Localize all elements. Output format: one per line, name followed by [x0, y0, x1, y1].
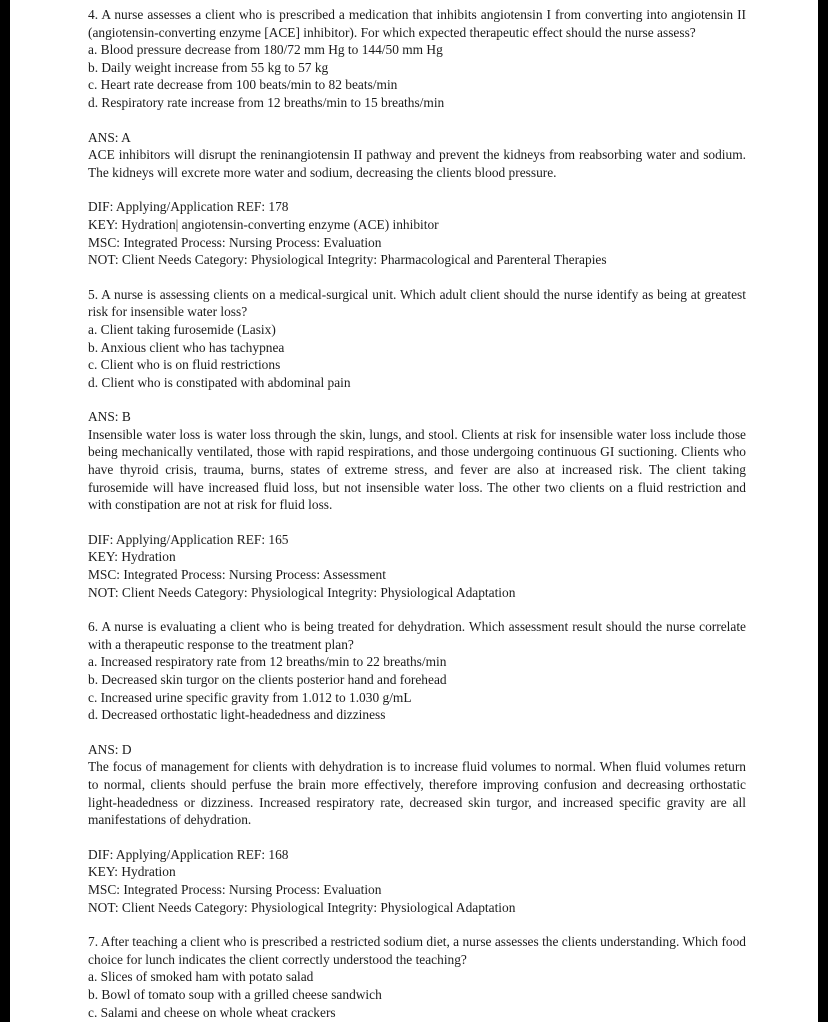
meta-key: KEY: Hydration [88, 864, 176, 880]
document-content [10, 0, 818, 1021]
answer-rationale: The focus of management for clients with dehydration is to increase fluid volumes to normal. When fluid volumes return to normal, clients should perfuse the brain more effectively, therefore improving confusion and decreasing orthostatic light-headedness or dizziness. Increased respiratory rate, decreased skin turgor, and increased specific gravity are all manifestations of dehydration. [88, 759, 746, 828]
option-a: a. Slices of smoked ham with potato salad [88, 969, 314, 985]
answer-label: ANS: B [88, 409, 131, 425]
meta-msc: MSC: Integrated Process: Nursing Process: Evaluation [88, 234, 382, 250]
question-text: 5. A nurse is assessing clients on a medical-surgical unit. Which adult client should the nurse identify as being at greatest risk for insensible water loss? [88, 286, 746, 320]
question-block-5 [88, 286, 746, 392]
answer-block-5 [88, 408, 746, 514]
meta-msc: MSC: Integrated Process: Nursing Process: Evaluation [88, 881, 382, 897]
option-d: d. Respiratory rate increase from 12 breaths/min to 15 breaths/min [88, 94, 445, 110]
meta-block-5 [88, 531, 746, 601]
answer-block-6 [88, 741, 746, 829]
option-c: c. Salami and cheese on whole wheat crackers [88, 1004, 336, 1020]
question-block-6 [88, 618, 746, 724]
meta-not: NOT: Client Needs Category: Physiological Integrity: Pharmacological and Parenteral Therapies [88, 252, 607, 268]
option-a: a. Blood pressure decrease from 180/72 mm Hg to 144/50 mm Hg [88, 42, 443, 58]
document-page [10, 0, 818, 1022]
option-c: c. Client who is on fluid restrictions [88, 357, 281, 373]
meta-block-6 [88, 846, 746, 916]
meta-dif: DIF: Applying/Application REF: 168 [88, 846, 289, 862]
question-text: 4. A nurse assesses a client who is prescribed a medication that inhibits angiotensin I from converting into angiotensin II (angiotensin-converting enzyme [ACE] inhibitor). For which expected therapeutic effect should the nurse assess? [88, 7, 746, 40]
answer-block-4 [88, 129, 746, 182]
option-c: c. Heart rate decrease from 100 beats/min to 82 beats/min [88, 77, 398, 93]
meta-not: NOT: Client Needs Category: Physiological Integrity: Physiological Adaptation [88, 899, 516, 915]
question-block-4 [88, 6, 746, 112]
meta-msc: MSC: Integrated Process: Nursing Process: Assessment [88, 567, 386, 583]
meta-dif: DIF: Applying/Application REF: 178 [88, 199, 289, 215]
option-b: b. Anxious client who has tachypnea [88, 339, 285, 355]
option-d: d. Client who is constipated with abdominal pain [88, 374, 351, 390]
meta-dif: DIF: Applying/Application REF: 165 [88, 531, 289, 547]
option-b: b. Decreased skin turgor on the clients posterior hand and forehead [88, 672, 447, 687]
answer-label: ANS: D [88, 741, 132, 757]
option-a: a. Increased respiratory rate from 12 breaths/min to 22 breaths/min [88, 654, 447, 670]
option-d: d. Decreased orthostatic light-headedness and dizziness [88, 707, 386, 723]
answer-label: ANS: A [88, 129, 131, 145]
answer-rationale: ACE inhibitors will disrupt the reninangiotensin II pathway and prevent the kidneys from reabsorbing water and sodium. The kidneys will excrete more water and sodium, decreasing the clients blood pressure. [88, 147, 746, 180]
meta-key: KEY: Hydration| angiotensin-converting enzyme (ACE) inhibitor [88, 216, 439, 232]
meta-block-4 [88, 198, 746, 268]
question-text: 6. A nurse is evaluating a client who is being treated for dehydration. Which assessment result should the nurse correlate with a therapeutic response to the treatment plan? [88, 619, 746, 652]
option-a: a. Client taking furosemide (Lasix) [88, 321, 276, 337]
option-b: b. Daily weight increase from 55 kg to 57 kg [88, 59, 329, 75]
meta-key: KEY: Hydration [88, 549, 176, 565]
question-text: 7. After teaching a client who is prescribed a restricted sodium diet, a nurse assesses the clients understanding. Which food choice for lunch indicates the client correctly understood the teaching? [88, 934, 746, 967]
option-b: b. Bowl of tomato soup with a grilled cheese sandwich [88, 986, 382, 1002]
option-c: c. Increased urine specific gravity from 1.012 to 1.030 g/mL [88, 689, 412, 705]
answer-rationale: Insensible water loss is water loss through the skin, lungs, and stool. Clients at risk for insensible water loss include those being mechanically ventilated, those with rapid respirations, and those undergoing continuous GI suctioning. Clients who have thyroid crisis, trauma, burns, states of extreme stress, and fever are also at increased risk. The client taking furosemide will have increased fluid loss, but not insensible water loss. The other two clients on a fluid restriction and with constipation are not at risk for fluid loss. [88, 426, 746, 513]
meta-not: NOT: Client Needs Category: Physiological Integrity: Physiological Adaptation [88, 584, 516, 600]
question-block-7 [88, 933, 746, 1021]
